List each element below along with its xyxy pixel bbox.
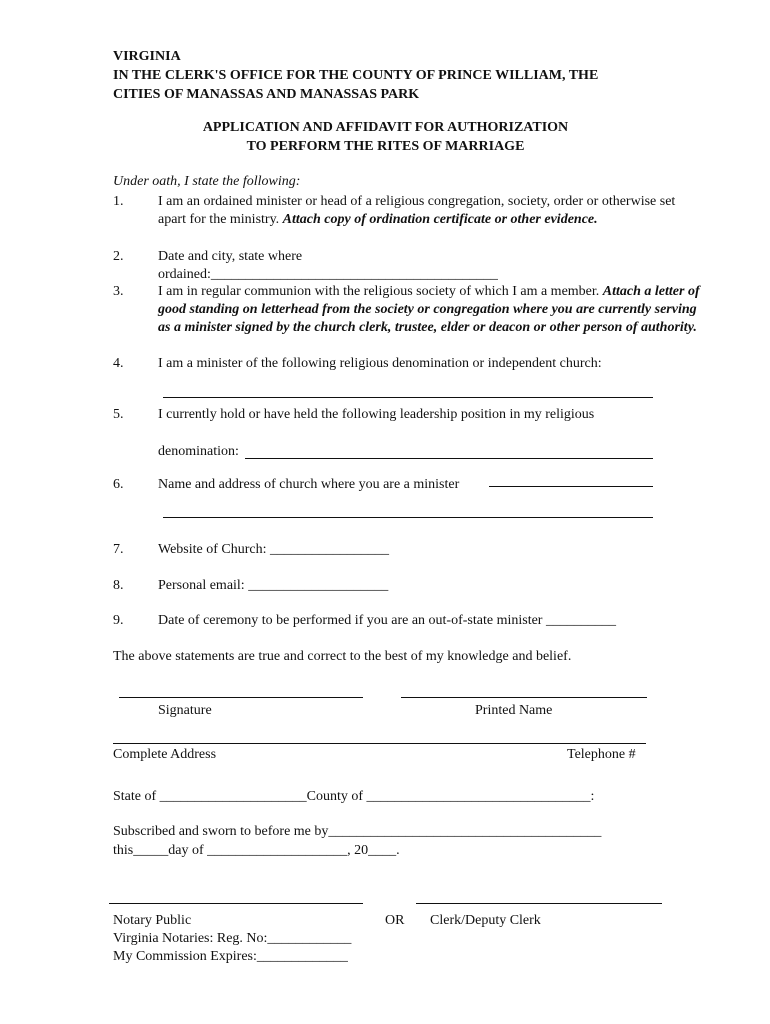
header-cities: CITIES OF MANASSAS AND MANASSAS PARK xyxy=(113,87,420,102)
item-text: Date and city, state where xyxy=(158,249,303,264)
or-label: OR xyxy=(385,913,405,928)
court-header xyxy=(113,47,673,104)
list-item-5 xyxy=(113,406,703,424)
signature-label: Signature xyxy=(158,703,212,718)
list-item-4 xyxy=(113,355,703,373)
oath-intro: Under oath, I state the following: xyxy=(113,174,301,189)
item-instruction: Attach copy of ordination certificate or other evidence. xyxy=(282,212,598,227)
title-line-1: APPLICATION AND AFFIDAVIT FOR AUTHORIZATION xyxy=(202,120,569,135)
subscribed-line[interactable]: Subscribed and sworn to before me by_______________________________________ xyxy=(113,824,602,839)
header-office: IN THE CLERK'S OFFICE FOR THE COUNTY OF PRINCE WILLIAM, THE xyxy=(113,68,599,83)
church-address-field[interactable] xyxy=(163,517,653,518)
leadership-position-field[interactable] xyxy=(245,458,653,459)
denomination-label: denomination: xyxy=(158,444,239,459)
list-item-7 xyxy=(113,541,558,559)
item-number: 9. xyxy=(113,613,124,628)
state-county-field[interactable]: State of _____________________County of ________________________________: xyxy=(113,789,595,804)
printed-name-field[interactable] xyxy=(401,697,647,698)
item-number: 4. xyxy=(113,356,124,371)
list-item-2 xyxy=(113,248,688,284)
item-number: 3. xyxy=(113,284,124,299)
date-sworn-line[interactable]: this_____day of ____________________, 20____. xyxy=(113,843,400,858)
website-field[interactable]: Website of Church: _________________ xyxy=(158,542,390,557)
item-text: I am in regular communion with the religious society of which I am a member. xyxy=(158,284,600,299)
address-field[interactable] xyxy=(113,743,646,744)
item-number: 5. xyxy=(113,407,124,422)
item-number: 1. xyxy=(113,194,124,209)
item-instruction: Attach a letter of good standing on letterhead from the society or congregation where you are currently serving as a minister signed by the church clerk, trustee, elder or deacon or other person of authority. xyxy=(158,284,700,335)
item-text: I currently hold or have held the following leadership position in my religious xyxy=(158,407,595,422)
email-field[interactable]: Personal email: ____________________ xyxy=(158,578,389,593)
clerk-label: Clerk/Deputy Clerk xyxy=(430,913,541,928)
item-text: I am an ordained minister or head of a religious congregation, society, order or otherwise set apart for the ministry. xyxy=(158,194,676,227)
notary-public-label: Notary Public xyxy=(113,913,192,928)
list-item-1 xyxy=(113,193,688,229)
document-title xyxy=(113,118,658,156)
header-state: VIRGINIA xyxy=(113,49,181,64)
notary-reg-field[interactable]: Virginia Notaries: Reg. No:____________ xyxy=(113,931,352,946)
item-number: 6. xyxy=(113,477,124,492)
list-item-6 xyxy=(113,476,558,494)
ceremony-date-field[interactable]: Date of ceremony to be performed if you are an out-of-state minister __________ xyxy=(158,613,616,628)
printed-name-label: Printed Name xyxy=(475,703,553,718)
clerk-signature-field[interactable] xyxy=(416,903,662,904)
list-item-3 xyxy=(113,283,703,337)
item-number: 2. xyxy=(113,249,124,264)
item-number: 7. xyxy=(113,542,124,557)
denomination-field[interactable] xyxy=(163,397,653,398)
address-label: Complete Address xyxy=(113,747,217,762)
item-number: 8. xyxy=(113,578,124,593)
truth-statement: The above statements are true and correct to the best of my knowledge and belief. xyxy=(113,649,572,664)
notary-block xyxy=(113,912,413,966)
notary-signature-field[interactable] xyxy=(109,903,363,904)
item-text: Name and address of church where you are a minister xyxy=(158,477,460,492)
signature-field[interactable] xyxy=(119,697,363,698)
telephone-label: Telephone # xyxy=(567,747,636,762)
title-line-2: TO PERFORM THE RITES OF MARRIAGE xyxy=(246,139,525,154)
item-text: I am a minister of the following religious denomination or independent church: xyxy=(158,356,602,371)
list-item-9 xyxy=(113,612,718,630)
church-name-field[interactable] xyxy=(489,486,653,487)
list-item-8 xyxy=(113,577,558,595)
ordained-field[interactable]: ordained:_________________________________________ xyxy=(158,267,498,282)
commission-expires-field[interactable]: My Commission Expires:_____________ xyxy=(113,949,348,964)
